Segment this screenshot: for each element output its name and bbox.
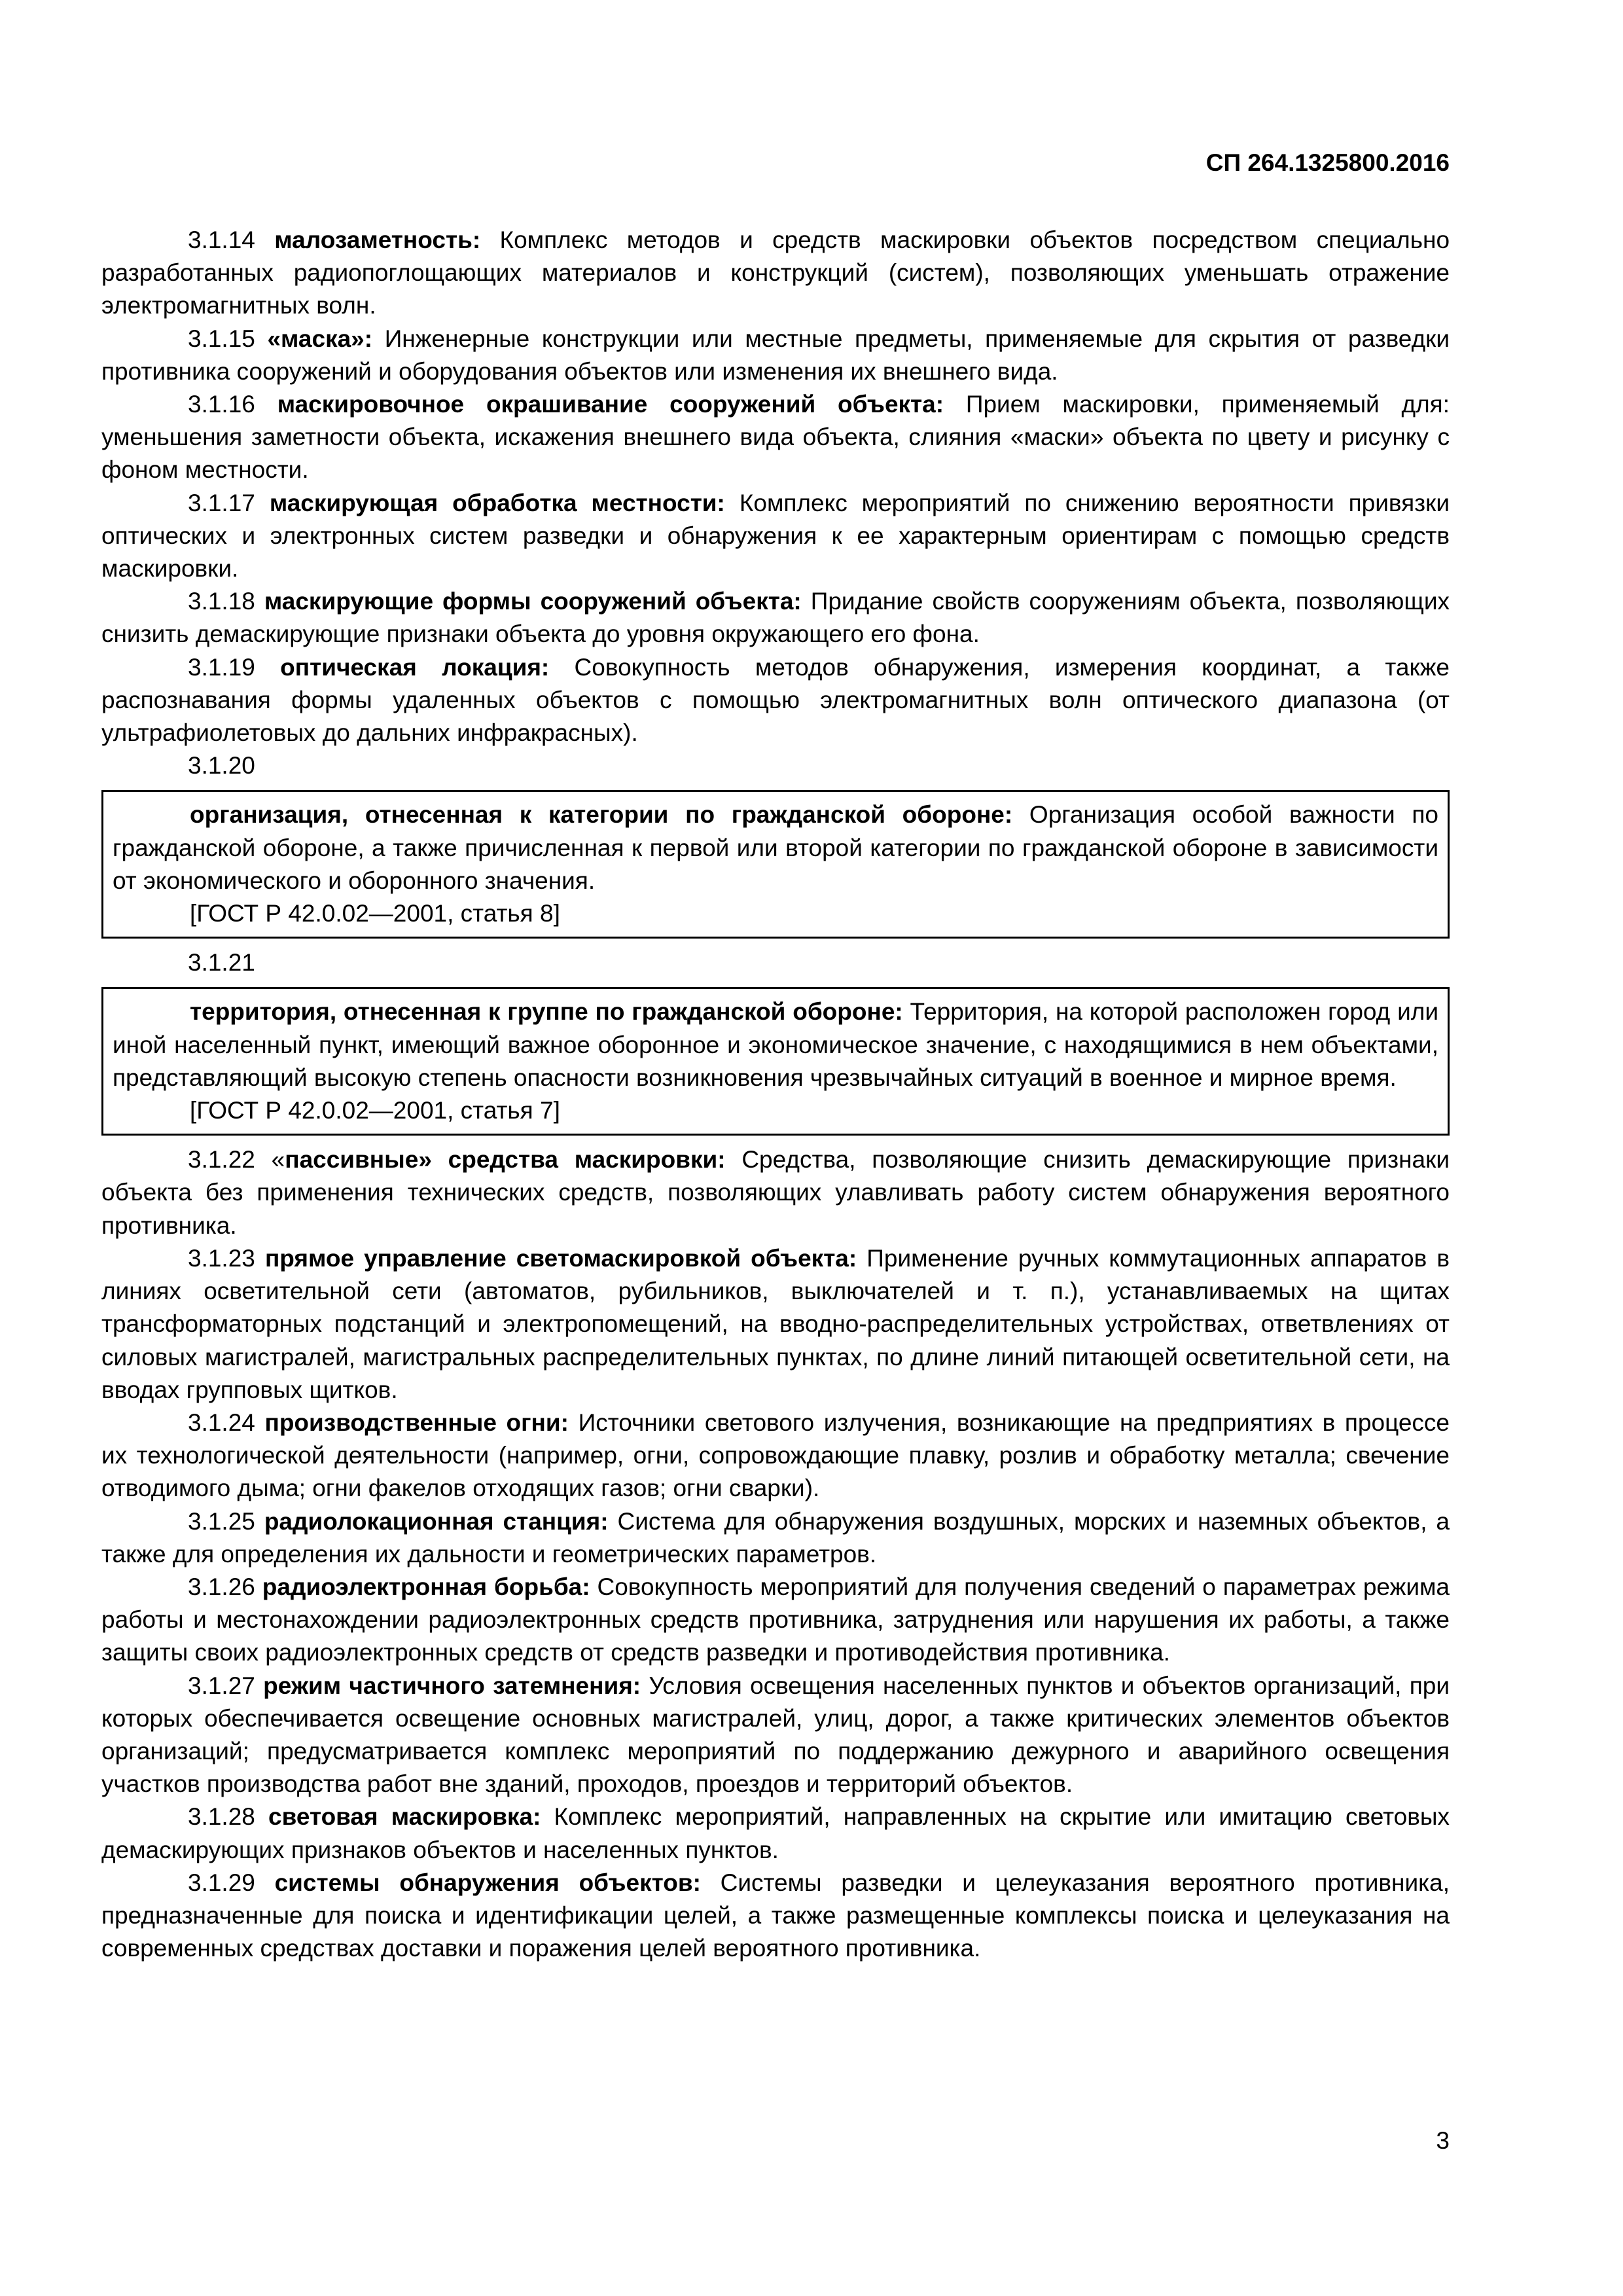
term-number: 3.1.24: [188, 1408, 255, 1436]
term-name: маскирующая обработка местности:: [269, 489, 725, 516]
term-3-1-23: [101, 1242, 1450, 1407]
term-3-1-25: [101, 1505, 1450, 1571]
term-name: «маска»:: [267, 325, 373, 352]
term-number: 3.1.14: [188, 226, 255, 253]
quoted-term-box-3-1-21: [101, 987, 1450, 1136]
term-number: 3.1.23: [188, 1244, 255, 1272]
term-number-3-1-21: 3.1.21: [188, 949, 255, 977]
term-name: территория, отнесенная к группе по гражданской обороне:: [190, 998, 903, 1026]
term-definition: Система для обнаружения воздушных, морских и наземных объектов, а также для определения их дальности и геометрических параметров.: [101, 1507, 1450, 1568]
term-number: 3.1.27: [188, 1672, 255, 1699]
term-number: 3.1.22: [188, 1146, 255, 1174]
term-name: системы обнаружения объектов:: [274, 1869, 701, 1896]
term-number: 3.1.16: [188, 391, 255, 418]
term-number: 3.1.17: [188, 489, 255, 516]
term-number: 3.1.26: [188, 1573, 255, 1600]
term-definition: Придание свойств сооружениям объекта, позволяющих снизить демаскирующие признаки объекта до уровня окружающего его фона.: [101, 588, 1450, 648]
term-number: 3.1.18: [188, 588, 255, 615]
term-name: режим частичного затемнения:: [263, 1672, 641, 1699]
term-3-1-14: [101, 224, 1450, 323]
term-name: производственные огни:: [264, 1408, 569, 1436]
term-3-1-22: [101, 1143, 1450, 1242]
term-3-1-26: [101, 1571, 1450, 1670]
term-name: радиоэлектронная борьба:: [262, 1573, 590, 1600]
term-3-1-19: [101, 651, 1450, 750]
term-name: прямое управление светомаскировкой объекта:: [264, 1244, 857, 1272]
term-definition: Комплекс мероприятий, направленных на скрытие или имитацию световых демаскирующих признаков объектов и населенных пунктов.: [101, 1803, 1450, 1863]
term-definition: Источники светового излучения, возникающие на предприятиях в процессе их технологической деятельности (например, огни, сопровождающие плавку, розлив и обработку металла; свечение отводимого дыма; огни факелов отходящих газов; огни сварки).: [101, 1408, 1450, 1502]
term-definition: Совокупность мероприятий для получения сведений о параметрах режима работы и местонахождении радиоэлектронных средств противника, затруднения или нарушения их работы, а также защиты своих радиоэлектронных средств от средств разведки и противодействия противника.: [101, 1573, 1450, 1666]
term-number: 3.1.19: [188, 653, 255, 681]
term-definition: Условия освещения населенных пунктов и объектов организаций, при которых обеспечивается освещение основных магистралей, улиц, дорог, а также критических элементов объектов организаций; предусматривается комплекс мероприятий по поддержанию дежурного и аварийного освещения участков производства работ вне зданий, проходов, проездов и территорий объектов.: [101, 1672, 1450, 1798]
term-3-1-16: [101, 388, 1450, 487]
term-3-1-24: [101, 1407, 1450, 1505]
term-definition: Прием маскировки, применяемый для: уменьшения заметности объекта, искажения внешнего вида объекта, слияния «маски» объекта по цвету и рисунку с фоном местности.: [101, 391, 1450, 484]
term-3-1-29: [101, 1867, 1450, 1965]
term-number: 3.1.28: [188, 1803, 255, 1831]
term-number-3-1-20: 3.1.20: [188, 752, 255, 780]
term-3-1-27: [101, 1670, 1450, 1801]
term-name: световая маскировка:: [268, 1803, 541, 1831]
term-3-1-18: [101, 585, 1450, 651]
term-definition: Средства, позволяющие снизить демаскирующие признаки объекта без применения технических средств, позволяющих улавливать работу систем обнаружения вероятного противника.: [101, 1146, 1450, 1239]
term-quote-mark: «: [271, 1146, 285, 1174]
document-code: СП 264.1325800.2016: [1205, 149, 1450, 176]
term-3-1-17: [101, 487, 1450, 586]
term-name: пассивные» средства маскировки:: [285, 1146, 726, 1174]
term-definition: Комплекс методов и средств маскировки объектов посредством специально разработанных радиопоглощающих материалов и конструкций (систем), позволяющих уменьшать отражение электромагнитных волн.: [101, 226, 1450, 319]
term-number: 3.1.25: [188, 1507, 255, 1535]
quoted-term: [113, 996, 1438, 1094]
term-number: 3.1.29: [188, 1869, 255, 1896]
term-name: организация, отнесенная к категории по гражданской обороне:: [190, 801, 1013, 829]
term-source-reference: [ГОСТ Р 42.0.02—2001, статья 8]: [190, 900, 560, 927]
term-definition: Территория, на которой расположен город или иной населенный пункт, имеющий важное оборонное и экономическое значение, с находящимися в нем объектами, представляющий высокую степень опасности возникновения чрезвычайных ситуаций в военное и мирное время.: [113, 998, 1438, 1091]
terms-section: [101, 224, 1450, 1965]
term-3-1-15: [101, 323, 1450, 388]
term-name: оптическая локация:: [280, 653, 550, 681]
term-name: маскировочное окрашивание сооружений объекта:: [277, 391, 944, 418]
term-definition: Организация особой важности по гражданской обороне, а также причисленная к первой или второй категории по гражданской обороне в зависимости от экономического и оборонного значения.: [113, 801, 1439, 894]
term-definition: Системы разведки и целеуказания вероятного противника, предназначенные для поиска и идентификации целей, а также размещенные комплексы поиска и целеуказания на современных средствах доставки и поражения целей вероятного противника.: [101, 1869, 1450, 1962]
term-name: радиолокационная станция:: [264, 1507, 609, 1535]
document-page: [101, 0, 1450, 2296]
term-name: маскирующие формы сооружений объекта:: [264, 588, 802, 615]
quoted-term-box-3-1-20: [101, 790, 1450, 939]
term-definition: Инженерные конструкции или местные предметы, применяемые для скрытия от разведки противника сооружений и оборудования объектов или изменения их внешнего вида.: [101, 325, 1450, 385]
term-definition: Комплекс мероприятий по снижению вероятности привязки оптических и электронных систем разведки и обнаружения к ее характерным ориентирам с помощью средств маскировки.: [101, 489, 1450, 583]
term-definition: Совокупность методов обнаружения, измерения координат, а также распознавания формы удаленных объектов с помощью электромагнитных волн оптического диапазона (от ультрафиолетовых до дальних инфракрасных).: [101, 653, 1450, 747]
term-name: малозаметность:: [274, 226, 481, 253]
term-number: 3.1.15: [188, 325, 255, 352]
page-number: 3: [1436, 2127, 1450, 2154]
quoted-term: [113, 798, 1438, 897]
term-3-1-28: [101, 1801, 1450, 1866]
term-definition: Применение ручных коммутационных аппаратов в линиях осветительной сети (автоматов, рубильников, выключателей и т. п.), устанавливаемых на щитах трансформаторных подстанций и электропомещений, на вводно-распределительных устройствах, ответвлениях от силовых магистралей, магистральных распределительных пунктах, по длине линий питающей осветительной сети, на вводах групповых щитков.: [101, 1244, 1450, 1403]
term-source-reference: [ГОСТ Р 42.0.02—2001, статья 7]: [190, 1097, 560, 1124]
